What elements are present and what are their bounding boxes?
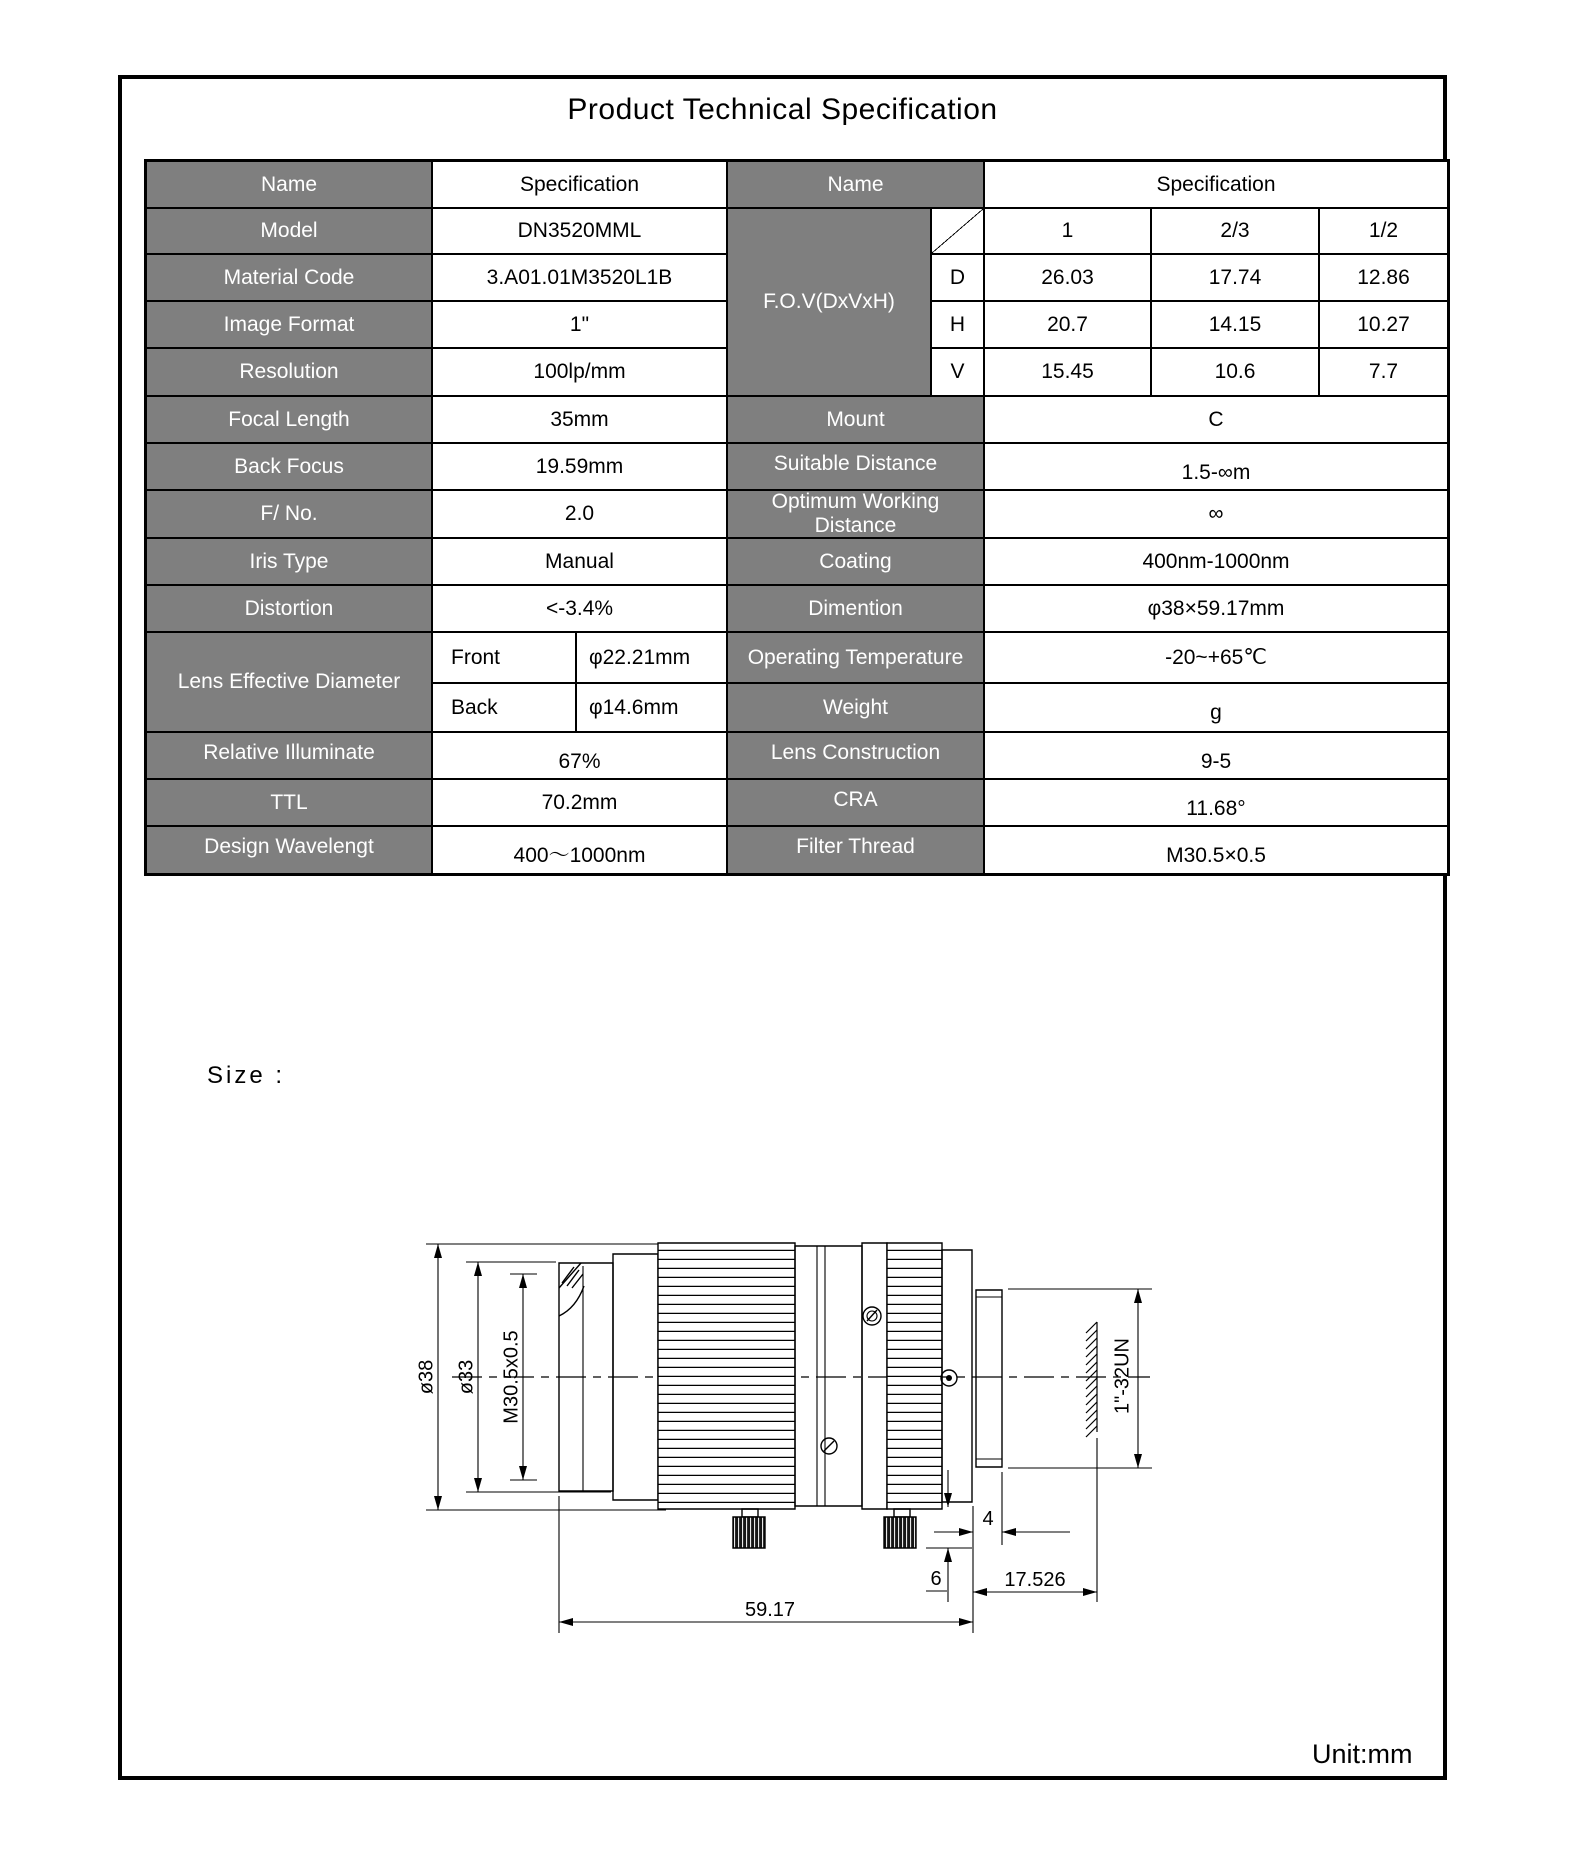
mount-thread-hatch <box>1086 1322 1097 1437</box>
header-spec-right: Specification <box>984 161 1448 208</box>
value-design-wavelength: 400～1000nm <box>432 826 727 874</box>
iris-ring <box>887 1243 942 1509</box>
label-optimum-working-distance: Optimum Working Distance <box>727 490 984 538</box>
focus-ring <box>658 1243 795 1509</box>
label-mount: Mount <box>727 396 984 443</box>
dim-mount-thread: 1"-32UN <box>1111 1337 1134 1415</box>
label-suitable-distance: Suitable Distance <box>727 443 984 490</box>
lens-body-outline <box>559 1243 1002 1509</box>
value-dimension: φ38×59.17mm <box>984 585 1448 632</box>
fov-v-2-3: 10.6 <box>1151 348 1319 396</box>
fov-row-key-d: D <box>931 254 984 301</box>
label-image-format: Image Format <box>146 301 432 348</box>
value-lens-construction: 9-5 <box>984 732 1448 779</box>
spec-table <box>144 159 1450 876</box>
label-ttl: TTL <box>146 779 432 826</box>
value-model: DN3520MML <box>432 208 727 254</box>
fov-col-header-1: 1 <box>984 208 1151 254</box>
label-filter-thread: Filter Thread <box>727 826 984 874</box>
fov-d-1-2: 12.86 <box>1319 254 1448 301</box>
value-operating-temperature: -20~+65℃ <box>984 632 1448 683</box>
label-dimension: Dimention <box>727 585 984 632</box>
value-relative-illuminate: 67% <box>432 732 727 779</box>
dim-front-diameter: ø33 <box>455 1359 478 1395</box>
label-resolution: Resolution <box>146 348 432 396</box>
label-weight: Weight <box>727 683 984 732</box>
fov-row-key-v: V <box>931 348 984 396</box>
value-resolution: 100lp/mm <box>432 348 727 396</box>
unit-note: Unit:mm <box>1312 1739 1413 1769</box>
page-frame <box>118 75 1447 1780</box>
dim-knob-offset: 6 <box>930 1568 942 1590</box>
label-back-focus: Back Focus <box>146 443 432 490</box>
value-focal-length: 35mm <box>432 396 727 443</box>
header-name-left: Name <box>146 161 432 208</box>
label-material-code: Material Code <box>146 254 432 301</box>
fov-h-1: 20.7 <box>984 301 1151 348</box>
label-distortion: Distortion <box>146 585 432 632</box>
value-back-focus: 19.59mm <box>432 443 727 490</box>
fov-h-2-3: 14.15 <box>1151 301 1319 348</box>
page-title: Product Technical Specification <box>567 93 998 126</box>
value-material-code: 3.A01.01M3520L1B <box>432 254 727 301</box>
value-filter-thread: M30.5×0.5 <box>984 826 1448 874</box>
lens-technical-drawing <box>400 1235 1175 1650</box>
label-front: Front <box>432 632 576 683</box>
label-lens-effective-diameter: Lens Effective Diameter <box>146 632 432 732</box>
value-optimum-working-distance: ∞ <box>984 490 1448 538</box>
fov-h-1-2: 10.27 <box>1319 301 1448 348</box>
label-model: Model <box>146 208 432 254</box>
header-name-right: Name <box>727 161 984 208</box>
size-section-label: Size : <box>207 1062 286 1089</box>
label-focal-length: Focal Length <box>146 396 432 443</box>
label-design-wavelength: Design Wavelengt <box>146 826 432 874</box>
value-iris-type: Manual <box>432 538 727 585</box>
dim-outer-diameter: ø38 <box>415 1359 438 1395</box>
fov-v-1: 15.45 <box>984 348 1151 396</box>
fov-v-1-2: 7.7 <box>1319 348 1448 396</box>
label-iris-type: Iris Type <box>146 538 432 585</box>
locking-knobs <box>733 1509 916 1548</box>
label-fov: F.O.V(DxVxH) <box>727 208 931 396</box>
fov-diagonal-cell <box>931 208 984 254</box>
fov-row-key-h: H <box>931 301 984 348</box>
label-back: Back <box>432 683 576 732</box>
label-lens-construction: Lens Construction <box>727 732 984 779</box>
c-mount-barrel <box>976 1290 1002 1467</box>
fov-col-header-2-3: 2/3 <box>1151 208 1319 254</box>
dim-front-thread: M30.5x0.5 <box>500 1330 523 1424</box>
value-f-no: 2.0 <box>432 490 727 538</box>
value-coating: 400nm-1000nm <box>984 538 1448 585</box>
label-relative-illuminate: Relative Illuminate <box>146 732 432 779</box>
label-coating: Coating <box>727 538 984 585</box>
value-cra: 11.68° <box>984 779 1448 826</box>
label-cra: CRA <box>727 779 984 826</box>
value-mount: C <box>984 396 1448 443</box>
value-ttl: 70.2mm <box>432 779 727 826</box>
dim-mount-length: 4 <box>982 1508 994 1530</box>
fov-d-2-3: 17.74 <box>1151 254 1319 301</box>
value-front-diameter: φ22.21mm <box>576 632 727 683</box>
label-f-no: F/ No. <box>146 490 432 538</box>
value-back-diameter: φ14.6mm <box>576 683 727 732</box>
value-weight: g <box>984 683 1448 732</box>
value-suitable-distance: 1.5-∞m <box>984 443 1448 490</box>
value-image-format: 1" <box>432 301 727 348</box>
value-distortion: <-3.4% <box>432 585 727 632</box>
dim-flange-distance: 17.526 <box>1004 1569 1066 1591</box>
fov-col-header-1-2: 1/2 <box>1319 208 1448 254</box>
header-spec-left: Specification <box>432 161 727 208</box>
label-operating-temperature: Operating Temperature <box>727 632 984 683</box>
dim-total-length: 59.17 <box>744 1599 796 1621</box>
fov-d-1: 26.03 <box>984 254 1151 301</box>
